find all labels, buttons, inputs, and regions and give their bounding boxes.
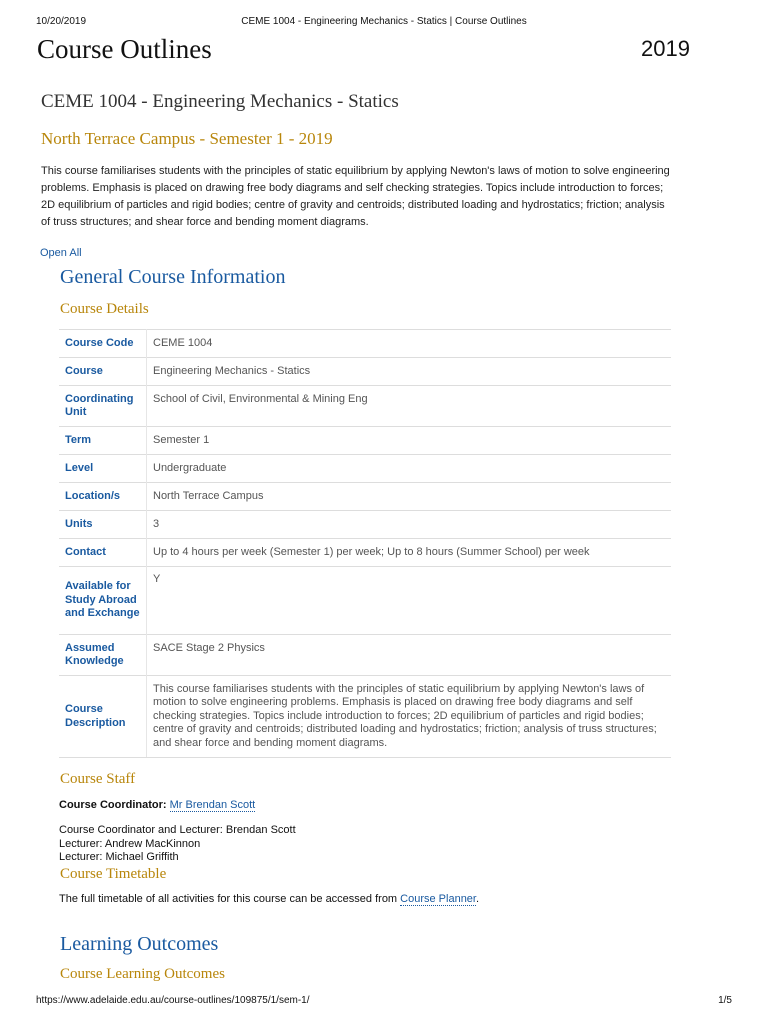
- staff-line: Course Coordinator and Lecturer: Brendan Scott: [59, 824, 296, 836]
- table-row: [59, 358, 671, 386]
- course-details-heading: Course Details: [60, 301, 149, 317]
- row-label: Level: [59, 455, 147, 483]
- course-coordinator-label: Course Coordinator:: [59, 799, 167, 811]
- course-staff-list: [59, 824, 296, 865]
- row-value: Semester 1: [147, 427, 672, 455]
- table-row: [59, 483, 671, 511]
- course-details-table: [59, 329, 671, 758]
- campus-heading: North Terrace Campus - Semester 1 - 2019: [41, 129, 333, 148]
- row-label: Available for Study Abroad and Exchange: [59, 567, 147, 635]
- course-intro: This course familiarises students with the principles of static equilibrium by applying Newton's laws of motion to solve engineering problems. Emphasis is placed on drawing free body diagrams and self checking strategies. Topics include introduction to forces; 2D equilibrium of particles and rigid bodies; centre of gravity and centroids; distributed loading and hydrostatics; friction; analysis of truss structures; and shear force and bending moment diagrams.: [41, 165, 670, 228]
- row-value: Undergraduate: [147, 455, 672, 483]
- timetable-text-before: The full timetable of all activities for this course can be accessed from: [59, 893, 401, 905]
- general-course-information-heading: General Course Information: [60, 266, 286, 288]
- row-label: Term: [59, 427, 147, 455]
- row-label: Coordinating Unit: [59, 386, 147, 427]
- course-learning-outcomes-heading: Course Learning Outcomes: [60, 966, 225, 982]
- row-label: Course: [59, 358, 147, 386]
- table-row: [59, 511, 671, 539]
- row-label: Contact: [59, 539, 147, 567]
- row-label: Units: [59, 511, 147, 539]
- print-header: [0, 16, 768, 30]
- row-label: Course Code: [59, 330, 147, 358]
- table-row: [59, 676, 671, 758]
- staff-line: Lecturer: Michael Griffith: [59, 851, 179, 863]
- timetable-text: [59, 893, 479, 905]
- course-timetable-heading: Course Timetable: [60, 866, 167, 882]
- site-title: Course Outlines: [37, 34, 212, 64]
- print-document-title: CEME 1004 - Engineering Mechanics - Statics | Course Outlines: [241, 16, 527, 27]
- row-value: CEME 1004: [147, 330, 672, 358]
- learning-outcomes-heading: Learning Outcomes: [60, 933, 219, 955]
- row-label: Location/s: [59, 483, 147, 511]
- course-coordinator-line: [59, 799, 255, 811]
- print-date: 10/20/2019: [36, 16, 87, 27]
- row-label: Assumed Knowledge: [59, 635, 147, 676]
- table-row: [59, 539, 671, 567]
- print-page-number: 1/5: [718, 995, 732, 1006]
- row-value: Engineering Mechanics - Statics: [147, 358, 672, 386]
- row-value: Y: [147, 567, 672, 635]
- open-all-link[interactable]: Open All: [40, 247, 82, 259]
- table-row: [59, 330, 671, 358]
- course-staff-heading: Course Staff: [60, 771, 136, 787]
- row-value: This course familiarises students with the principles of static equilibrium by applying Newton's laws of motion to solve engineering problems. Emphasis is placed on drawing free body diagrams and self checking strategies. Topics include introduction to forces; 2D equilibrium of particles and rigid bodies; centre of gravity and centroids; distributed loading and hydrostatics; friction; analysis of truss structures; and shear force and bending moment diagrams.: [147, 676, 672, 758]
- row-value: Up to 4 hours per week (Semester 1) per week; Up to 8 hours (Summer School) per week: [147, 539, 672, 567]
- row-value: North Terrace Campus: [147, 483, 672, 511]
- row-value: 3: [147, 511, 672, 539]
- staff-line: Lecturer: Andrew MacKinnon: [59, 837, 201, 850]
- timetable-text-after: .: [475, 893, 480, 905]
- print-url: https://www.adelaide.edu.au/course-outlines/109875/1/sem-1/: [36, 995, 310, 1006]
- year-label: 2019: [641, 36, 690, 61]
- row-value: SACE Stage 2 Physics: [147, 635, 672, 676]
- row-value: School of Civil, Environmental & Mining Eng: [147, 386, 672, 427]
- course-heading: CEME 1004 - Engineering Mechanics - Statics: [41, 91, 399, 112]
- course-coordinator-link[interactable]: Mr Brendan Scott: [169, 799, 256, 811]
- table-row: [59, 635, 671, 676]
- table-row: [59, 567, 671, 635]
- table-row: [59, 386, 671, 427]
- row-label: Course Description: [59, 676, 147, 758]
- table-row: [59, 427, 671, 455]
- table-row: [59, 455, 671, 483]
- course-planner-link[interactable]: Course Planner: [400, 893, 476, 905]
